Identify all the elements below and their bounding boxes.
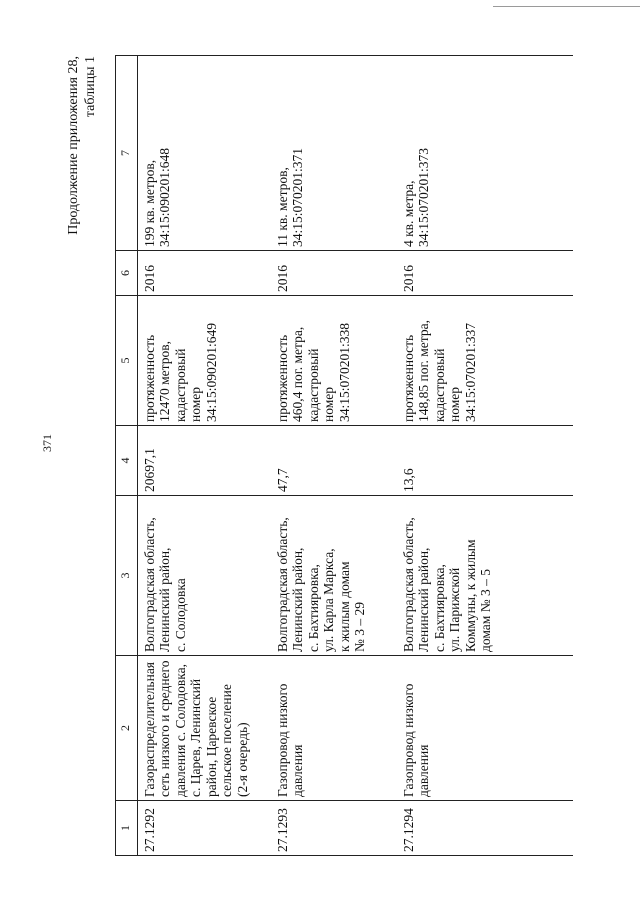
object-name: Газопровод низкого давления — [397, 656, 573, 801]
page-number: 371 — [40, 434, 54, 452]
row-id: 27.1294 — [397, 801, 573, 856]
continuation-line-2: таблицы 1 — [83, 56, 98, 118]
object-address: Волгоградская область, Ленинский район, с. Солодовка — [137, 496, 271, 656]
object-description: протяженность 148,85 пог. метра, кадастровый номер 34:15:070201:337 — [397, 296, 573, 426]
object-name: Газопровод низкого давления — [271, 656, 397, 801]
land-plot: 11 кв. метров, 34:15:070201:371 — [271, 56, 397, 251]
row-id: 27.1293 — [271, 801, 397, 856]
object-address: Волгоградская область, Ленинский район, с. Бахтияровка, ул. Парижской Коммуны, к жилым домам № 3 – 5 — [397, 496, 573, 656]
column-header-4: 4 — [116, 426, 138, 496]
continuation-note — [65, 56, 99, 235]
object-description: протяженность 460,4 пог. метра, кадастровый номер 34:15:070201:338 — [271, 296, 397, 426]
column-header-2: 2 — [116, 656, 138, 801]
table-row — [137, 56, 271, 856]
rotated-page-content — [66, 56, 640, 856]
object-year: 2016 — [137, 251, 271, 296]
table-row — [271, 56, 397, 856]
row-id: 27.1292 — [137, 801, 271, 856]
object-address: Волгоградская область, Ленинский район, с. Бахтияровка, ул. Карла Маркса, к жилым домам № 3 – 29 — [271, 496, 397, 656]
continuation-line-1: Продолжение приложения 28, — [66, 56, 81, 235]
column-header-1: 1 — [116, 801, 138, 856]
property-table — [115, 55, 573, 856]
object-description: протяженность 12470 метров, кадастровый номер 34:15:090201:649 — [137, 296, 271, 426]
object-value: 13,6 — [397, 426, 573, 496]
object-year: 2016 — [397, 251, 573, 296]
object-value: 20697,1 — [137, 426, 271, 496]
object-value: 47,7 — [271, 426, 397, 496]
column-header-5: 5 — [116, 296, 138, 426]
header-row — [116, 56, 138, 856]
top-rule — [493, 6, 640, 7]
land-plot: 199 кв. метров, 34:15:090201:648 — [137, 56, 271, 251]
object-year: 2016 — [271, 251, 397, 296]
land-plot: 4 кв. метра, 34:15:070201:373 — [397, 56, 573, 251]
table-row — [397, 56, 573, 856]
column-header-6: 6 — [116, 251, 138, 296]
column-header-3: 3 — [116, 496, 138, 656]
object-name: Газораспределительная сеть низкого и среднего давления с. Солодовка, с. Царев, Ленинский район, Царевское сельское поселение (2-я очередь) — [137, 656, 271, 801]
column-header-7: 7 — [116, 56, 138, 251]
